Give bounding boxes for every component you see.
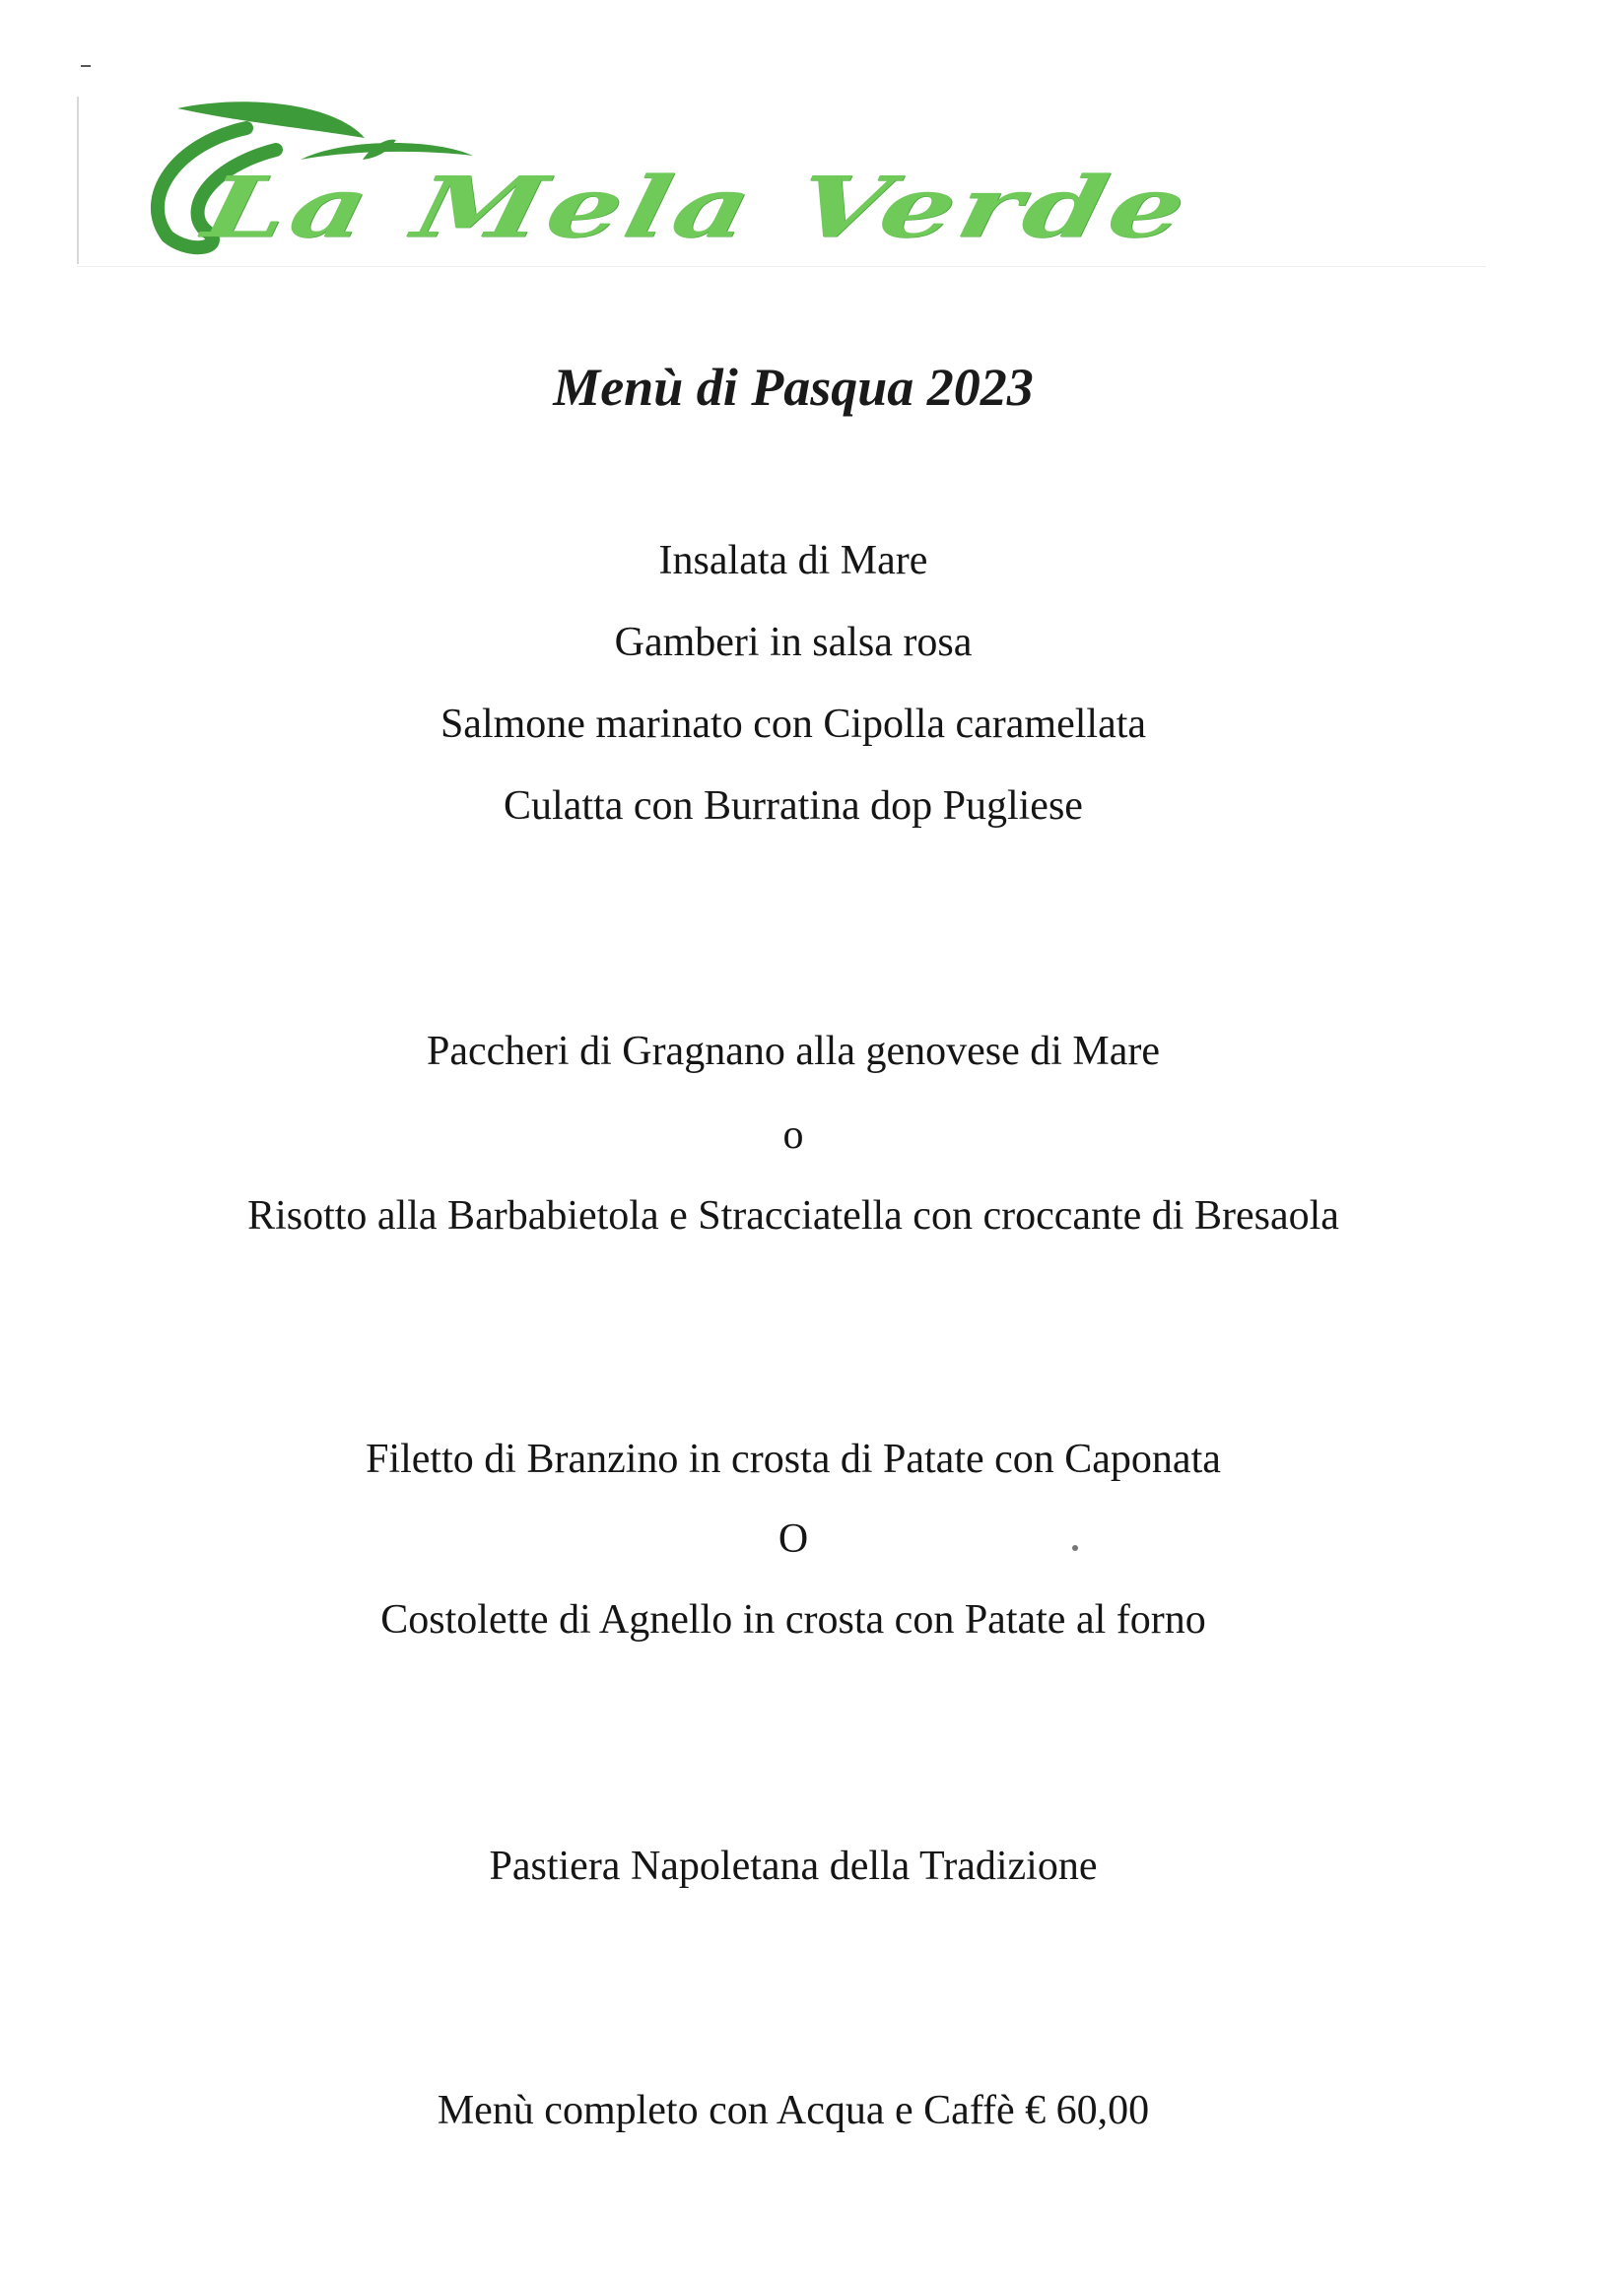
dolce-item: Pastiera Napoletana della Tradizione [489, 1844, 1098, 1889]
antipasto-item: Salmone marinato con Cipolla caramellata [440, 702, 1147, 747]
scan-border-bottom [77, 266, 1486, 267]
menu-title: Menù di Pasqua 2023 [553, 358, 1034, 417]
primo-option-1: Paccheri di Gragnano alla genovese di Mare [426, 1029, 1161, 1074]
primo-separator: o [782, 1112, 804, 1158]
secondo-option-1: Filetto di Branzino in crosta di Patate con Caponata [366, 1437, 1221, 1482]
secondo-separator: O [778, 1516, 809, 1562]
primo-option-2: Risotto alla Barbabietola e Stracciatella con croccante di Bresaola [247, 1193, 1339, 1239]
scan-mark [81, 65, 91, 67]
scan-speck [1072, 1545, 1078, 1551]
antipasto-item: Gamberi in salsa rosa [614, 620, 973, 665]
logo-wordmark: La Mela Verde [195, 158, 1199, 257]
antipasto-item: Insalata di Mare [658, 538, 928, 583]
restaurant-logo [138, 99, 1498, 266]
secondo-option-2: Costolette di Agnello in crosta con Patate al forno [380, 1597, 1206, 1643]
antipasto-item: Culatta con Burratina dop Pugliese [504, 783, 1083, 829]
menu-price: Menù completo con Acqua e Caffè € 60,00 [437, 2088, 1150, 2133]
scan-border-left [77, 97, 79, 264]
